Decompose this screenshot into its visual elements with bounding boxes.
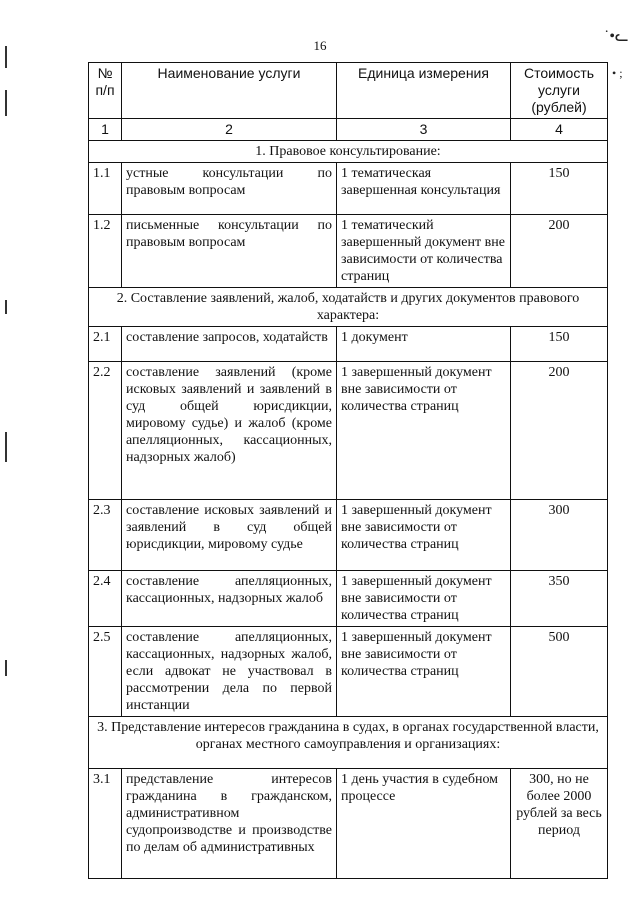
service-name: письменные консультации по правовым вопросам bbox=[122, 215, 337, 288]
row-number: 3.1 bbox=[89, 769, 122, 879]
unit-of-measure: 1 тематический завершенный документ вне зависимости от количества страниц bbox=[337, 215, 511, 288]
scan-edge bbox=[5, 300, 7, 314]
section-heading-row bbox=[89, 141, 608, 163]
table-row bbox=[89, 571, 608, 627]
section-title: 2. Составление заявлений, жалоб, ходатайств и других документов правового характера: bbox=[89, 288, 608, 327]
service-name: устные консультации по правовым вопросам bbox=[122, 163, 337, 215]
table-row bbox=[89, 362, 608, 500]
unit-of-measure: 1 завершенный документ вне зависимости от количества страниц bbox=[337, 362, 511, 500]
column-number: 2 bbox=[122, 119, 337, 141]
section-heading-row bbox=[89, 717, 608, 769]
header-service-name: Наименование услуги bbox=[122, 63, 337, 119]
column-number: 4 bbox=[511, 119, 608, 141]
scan-edge bbox=[5, 660, 7, 676]
header-number: № п/п bbox=[89, 63, 122, 119]
table-row bbox=[89, 627, 608, 717]
header-unit: Единица измерения bbox=[337, 63, 511, 119]
row-number: 1.1 bbox=[89, 163, 122, 215]
scan-edge bbox=[5, 432, 7, 462]
service-name: представление интересов гражданина в гражданском, административном судопроизводстве и производстве по делам об административных bbox=[122, 769, 337, 879]
service-name: составление апелляционных, кассационных, надзорных жалоб bbox=[122, 571, 337, 627]
row-number: 2.4 bbox=[89, 571, 122, 627]
row-number: 2.1 bbox=[89, 327, 122, 362]
table-row bbox=[89, 327, 608, 362]
service-cost: 300 bbox=[511, 500, 608, 571]
section-heading-row bbox=[89, 288, 608, 327]
column-number: 1 bbox=[89, 119, 122, 141]
unit-of-measure: 1 тематическая завершенная консультация bbox=[337, 163, 511, 215]
page-number: 16 bbox=[313, 38, 327, 53]
row-number: 1.2 bbox=[89, 215, 122, 288]
unit-of-measure: 1 завершенный документ вне зависимости от количества страниц bbox=[337, 627, 511, 717]
row-number: 2.3 bbox=[89, 500, 122, 571]
scan-edge bbox=[5, 90, 7, 116]
service-cost: 300, но не более 2000 рублей за весь период bbox=[511, 769, 608, 879]
section-title: 3. Представление интересов гражданина в судах, в органах государственной власти, органах местного самоуправления и организациях: bbox=[89, 717, 608, 769]
service-name: составление заявлений (кроме исковых заявлений и заявлений в суд общей юрисдикции, мировому судье) и жалоб (кроме апелляционных, кассационных, надзорных жалоб) bbox=[122, 362, 337, 500]
section-title: 1. Правовое консультирование: bbox=[89, 141, 608, 163]
header-row bbox=[89, 63, 608, 119]
scan-mark-side: • ; bbox=[612, 66, 623, 80]
service-cost: 350 bbox=[511, 571, 608, 627]
service-name: составление исковых заявлений и заявлений в суд общей юрисдикции, мировому судье bbox=[122, 500, 337, 571]
column-number: 3 bbox=[337, 119, 511, 141]
unit-of-measure: 1 завершенный документ вне зависимости от количества страниц bbox=[337, 500, 511, 571]
services-price-table bbox=[88, 62, 608, 879]
row-number: 2.2 bbox=[89, 362, 122, 500]
service-cost: 150 bbox=[511, 163, 608, 215]
table-row bbox=[89, 500, 608, 571]
service-cost: 200 bbox=[511, 215, 608, 288]
row-number: 2.5 bbox=[89, 627, 122, 717]
service-cost: 500 bbox=[511, 627, 608, 717]
table-row bbox=[89, 215, 608, 288]
unit-of-measure: 1 день участия в судебном процессе bbox=[337, 769, 511, 879]
service-name: составление апелляционных, кассационных, надзорных жалоб, если адвокат не участвовал в рассмотрении дела по первой инстанции bbox=[122, 627, 337, 717]
header-cost: Стоимость услуги (рублей) bbox=[511, 63, 608, 119]
service-cost: 200 bbox=[511, 362, 608, 500]
table-row bbox=[89, 769, 608, 879]
table-row bbox=[89, 163, 608, 215]
scan-mark-top: ˙•ᓚ bbox=[604, 28, 629, 45]
unit-of-measure: 1 завершенный документ вне зависимости от количества страниц bbox=[337, 571, 511, 627]
column-numbers-row bbox=[89, 119, 608, 141]
service-name: составление запросов, ходатайств bbox=[122, 327, 337, 362]
unit-of-measure: 1 документ bbox=[337, 327, 511, 362]
service-cost: 150 bbox=[511, 327, 608, 362]
